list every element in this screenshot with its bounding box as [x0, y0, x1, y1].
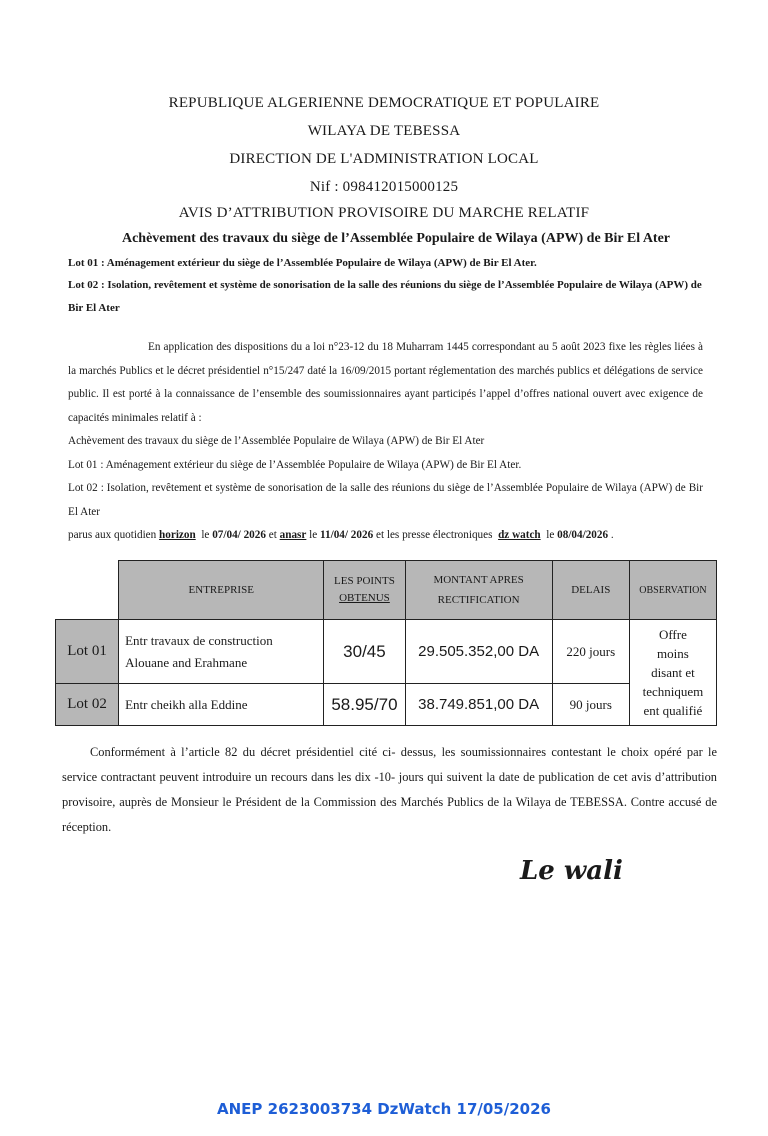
row-lot-label: Lot 01 — [56, 620, 119, 684]
notice-title: AVIS D’ATTRIBUTION PROVISOIRE DU MARCHE RELATIF — [178, 205, 590, 221]
pub-et: et — [268, 529, 277, 541]
row-delais: 220 jours — [552, 620, 629, 684]
pub-date-3: 08/04/2026 — [557, 529, 609, 541]
award-table — [55, 560, 717, 726]
newspaper-dz-watch: dz watch — [498, 529, 541, 541]
award-table-header — [56, 561, 717, 620]
pub-et-presse: et les presse électroniques — [375, 529, 493, 541]
body-paragraph — [68, 336, 703, 548]
pub-end: . — [610, 529, 614, 541]
intro-lot-01: Lot 01 : Aménagement extérieur du siège de l’Assemblée Populaire de Wilaya (APW) de Bir El Ater. — [68, 257, 537, 269]
closing-text: Conformément à l’article 82 du décret présidentiel cité ci- dessus, les soumissionnaires contestant le choix opéré par le service contractant peuvent introduire un recours dans les dix -10- jours qui suivent la date de publication de cet avis d’attribution provisoire, auprès de Monsieur le Président de la Commission des Marchés Publics de la Wilaya de TEBESSA. Contre accusé de réception. — [62, 745, 717, 834]
table-row — [56, 620, 717, 684]
header-nif: Nif : 098412015000125 — [309, 179, 459, 195]
body-text: En application des dispositions du a loi n°23-12 du 18 Muharram 1445 correspondant au 5 août 2023 fixe les règles liées à la marchés Publics et le décret présidentiel n°15/247 daté la 16/09/2015 portant réglementation des marchés publics et délégations de service public. Il est porté à la connaissance de l’ensemble des soumissionnaires ayant participés l’appel d’offres national ouvert avec exigence de capacités minimales relatif à : — [68, 341, 703, 424]
header-blank — [56, 561, 119, 620]
row-montant: 29.505.352,00 DA — [405, 620, 552, 684]
header-points: LES POINTS OBTENUS — [324, 561, 405, 620]
newspaper-horizon: horizon — [159, 529, 196, 541]
pub-le-2: le — [309, 529, 318, 541]
intro-lot-02: Lot 02 : Isolation, revêtement et système de sonorisation de la salle des réunions du siège de l’Assemblée Populaire de Wilaya (APW) de Bir El Ater — [68, 279, 702, 314]
notice-subject: Achèvement des travaux du siège de l’Assemblée Populaire de Wilaya (APW) de Bir El Ater — [121, 231, 671, 246]
row-points: 30/45 — [324, 620, 405, 684]
pub-le-1: le — [201, 529, 210, 541]
header-montant: MONTANT APRES RECTIFICATION — [405, 561, 552, 620]
row-points: 58.95/70 — [324, 684, 405, 726]
header-entreprise: ENTREPRISE — [119, 561, 324, 620]
header-wilaya: WILAYA DE TEBESSA — [307, 123, 461, 139]
pub-date-2: 11/04/ 2026 — [320, 529, 374, 541]
signature-le-wali: Le wali — [520, 856, 623, 886]
row-delais: 90 jours — [552, 684, 629, 726]
closing-paragraph — [62, 740, 717, 840]
body-lot-01: Lot 01 : Aménagement extérieur du siège de l’Assemblée Populaire de Wilaya (APW) de Bir El Ater. — [68, 458, 522, 471]
publication-line — [68, 524, 703, 548]
body-lot-02: Lot 02 : Isolation, revêtement et système de sonorisation de la salle des réunions du siège de l’Assemblée Populaire de Wilaya (APW) de Bir El Ater — [68, 482, 703, 518]
row-entreprise: Entr cheikh alla Eddine — [119, 684, 324, 726]
newspaper-anasr: anasr — [279, 529, 307, 541]
observation-cell: Offre moins disant et techniquem ent qualifié — [629, 620, 716, 726]
table-row — [56, 684, 717, 726]
header-republic: REPUBLIQUE ALGERIENNE DEMOCRATIQUE ET POPULAIRE — [168, 95, 600, 111]
pub-date-1: 07/04/ 2026 — [212, 529, 266, 541]
row-montant: 38.749.851,00 DA — [405, 684, 552, 726]
header-delais: DELAIS — [552, 561, 629, 620]
row-entreprise: Entr travaux de construction Alouane and Erahmane — [119, 620, 324, 684]
body-subject: Achèvement des travaux du siège de l’Assemblée Populaire de Wilaya (APW) de Bir El Ater — [68, 435, 485, 447]
publication-reference: ANEP 2623003734 DzWatch 17/05/2026 — [217, 1100, 551, 1118]
row-lot-label: Lot 02 — [56, 684, 119, 726]
pub-prefix: parus aux quotidien — [68, 529, 157, 541]
header-observation: OBSERVATION — [629, 561, 716, 620]
header-direction: DIRECTION DE L'ADMINISTRATION LOCAL — [229, 151, 539, 167]
pub-le-3: le — [546, 529, 555, 541]
